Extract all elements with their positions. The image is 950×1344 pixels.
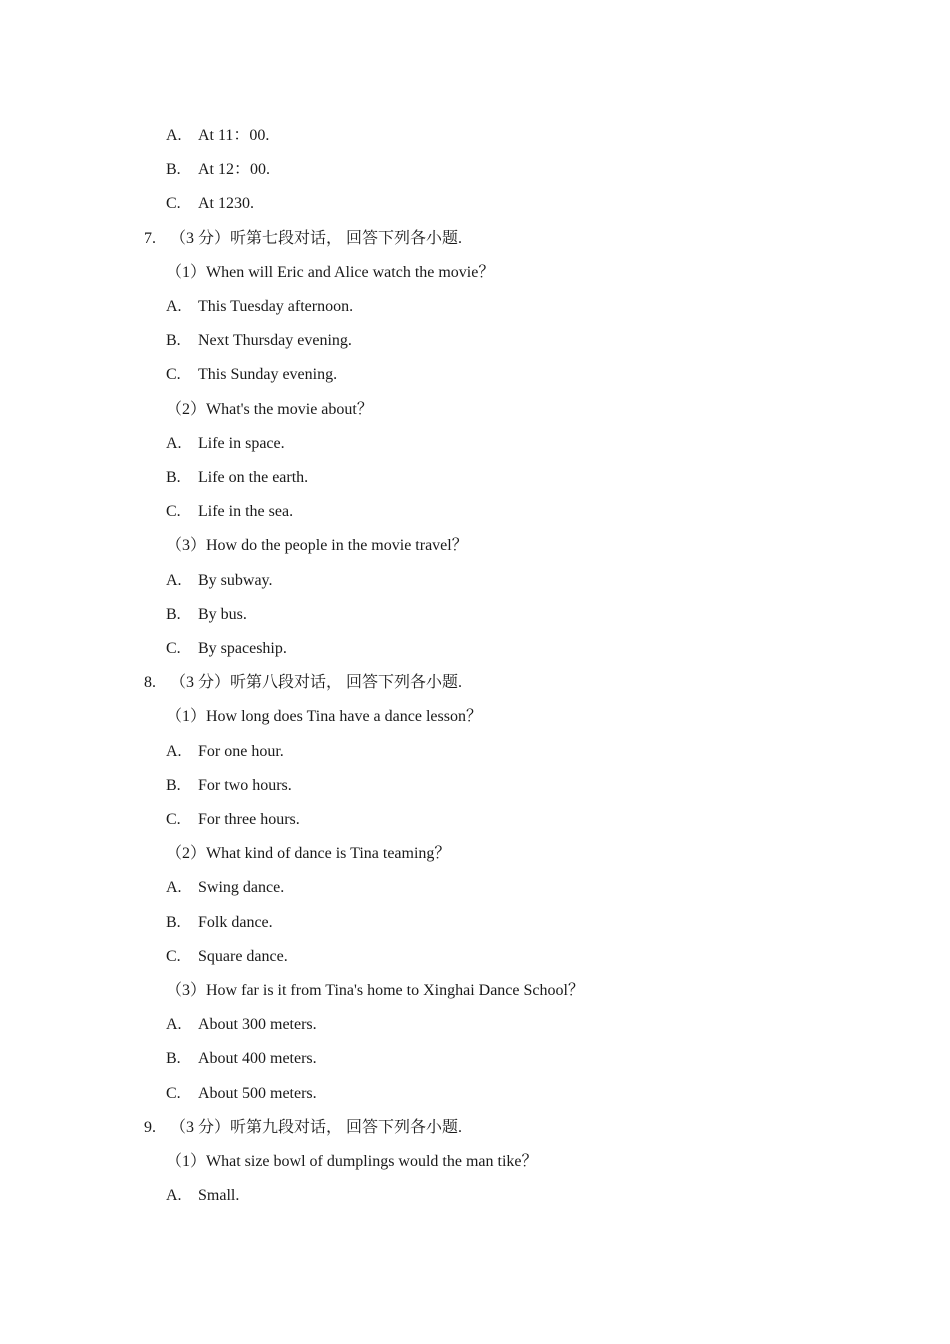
answer-option bbox=[166, 571, 273, 591]
option-letter: B. bbox=[166, 1050, 181, 1067]
question-number: 7. bbox=[144, 230, 156, 247]
option-letter: C. bbox=[166, 811, 181, 828]
option-letter: A. bbox=[166, 1187, 182, 1204]
answer-option bbox=[166, 878, 284, 898]
option-text: By bus. bbox=[198, 606, 247, 623]
sub-question: （2）What's the movie about？ bbox=[166, 401, 373, 418]
option-letter: B. bbox=[166, 332, 181, 349]
answer-option bbox=[166, 365, 337, 385]
option-text: Small. bbox=[198, 1187, 240, 1204]
option-text: By spaceship. bbox=[198, 640, 287, 657]
answer-option bbox=[166, 160, 270, 180]
option-letter: A. bbox=[166, 1016, 182, 1033]
option-text: Folk dance. bbox=[198, 914, 273, 931]
option-letter: B. bbox=[166, 469, 181, 486]
answer-option bbox=[166, 1015, 317, 1035]
option-letter: A. bbox=[166, 572, 182, 589]
sub-question: （1）How long does Tina have a dance lesson？ bbox=[166, 708, 482, 725]
option-letter: A. bbox=[166, 298, 182, 315]
sub-question: （2）What kind of dance is Tina teaming？ bbox=[166, 845, 451, 862]
option-letter: C. bbox=[166, 195, 181, 212]
question-heading bbox=[144, 673, 462, 693]
answer-option bbox=[166, 126, 269, 146]
answer-option bbox=[166, 810, 300, 830]
option-letter: C. bbox=[166, 948, 181, 965]
option-text: Life in the sea. bbox=[198, 503, 294, 520]
answer-option bbox=[166, 742, 284, 762]
answer-option bbox=[166, 913, 273, 933]
option-letter: C. bbox=[166, 366, 181, 383]
option-text: Life in space. bbox=[198, 435, 285, 452]
option-text: For two hours. bbox=[198, 777, 292, 794]
sub-question: （3）How far is it from Tina's home to Xinghai Dance School？ bbox=[166, 982, 584, 999]
option-text: Swing dance. bbox=[198, 879, 285, 896]
option-letter: B. bbox=[166, 777, 181, 794]
question-heading bbox=[144, 1118, 462, 1138]
question-text: （3 分）听第九段对话， 回答下列各小题. bbox=[170, 1119, 463, 1136]
sub-question: （1）When will Eric and Alice watch the movie？ bbox=[166, 264, 495, 281]
answer-option bbox=[166, 605, 247, 625]
option-text: This Sunday evening. bbox=[198, 366, 338, 383]
option-text: This Tuesday afternoon. bbox=[198, 298, 354, 315]
option-letter: C. bbox=[166, 1085, 181, 1102]
option-letter: A. bbox=[166, 879, 182, 896]
option-text: For one hour. bbox=[198, 743, 284, 760]
option-text: Square dance. bbox=[198, 948, 288, 965]
question-text: （3 分）听第七段对话， 回答下列各小题. bbox=[170, 230, 463, 247]
answer-option bbox=[166, 331, 352, 351]
answer-option bbox=[166, 434, 285, 454]
sub-question: （3）How do the people in the movie travel？ bbox=[166, 537, 468, 554]
answer-option bbox=[166, 502, 293, 522]
option-text: At 12：00. bbox=[198, 161, 271, 178]
answer-option bbox=[166, 1186, 239, 1206]
option-text: Next Thursday evening. bbox=[198, 332, 352, 349]
option-text: About 500 meters. bbox=[198, 1085, 317, 1102]
option-letter: C. bbox=[166, 640, 181, 657]
option-letter: B. bbox=[166, 914, 181, 931]
answer-option bbox=[166, 1084, 317, 1104]
option-text: At 1230. bbox=[198, 195, 254, 212]
option-text: By subway. bbox=[198, 572, 273, 589]
option-letter: C. bbox=[166, 503, 181, 520]
question-number: 9. bbox=[144, 1119, 156, 1136]
option-text: About 300 meters. bbox=[198, 1016, 317, 1033]
question-heading bbox=[144, 229, 462, 249]
option-letter: B. bbox=[166, 606, 181, 623]
option-text: About 400 meters. bbox=[198, 1050, 317, 1067]
option-letter: A. bbox=[166, 435, 182, 452]
question-number: 8. bbox=[144, 674, 156, 691]
answer-option bbox=[166, 1049, 317, 1069]
answer-option bbox=[166, 297, 353, 317]
option-letter: A. bbox=[166, 743, 182, 760]
option-text: Life on the earth. bbox=[198, 469, 309, 486]
answer-option bbox=[166, 194, 254, 214]
option-letter: B. bbox=[166, 161, 181, 178]
answer-option bbox=[166, 639, 287, 659]
sub-question: （1）What size bowl of dumplings would the man tike？ bbox=[166, 1153, 538, 1170]
option-text: For three hours. bbox=[198, 811, 300, 828]
answer-option bbox=[166, 468, 308, 488]
option-letter: A. bbox=[166, 127, 182, 144]
answer-option bbox=[166, 947, 288, 967]
option-text: At 11：00. bbox=[198, 127, 270, 144]
question-text: （3 分）听第八段对话， 回答下列各小题. bbox=[170, 674, 463, 691]
answer-option bbox=[166, 776, 292, 796]
